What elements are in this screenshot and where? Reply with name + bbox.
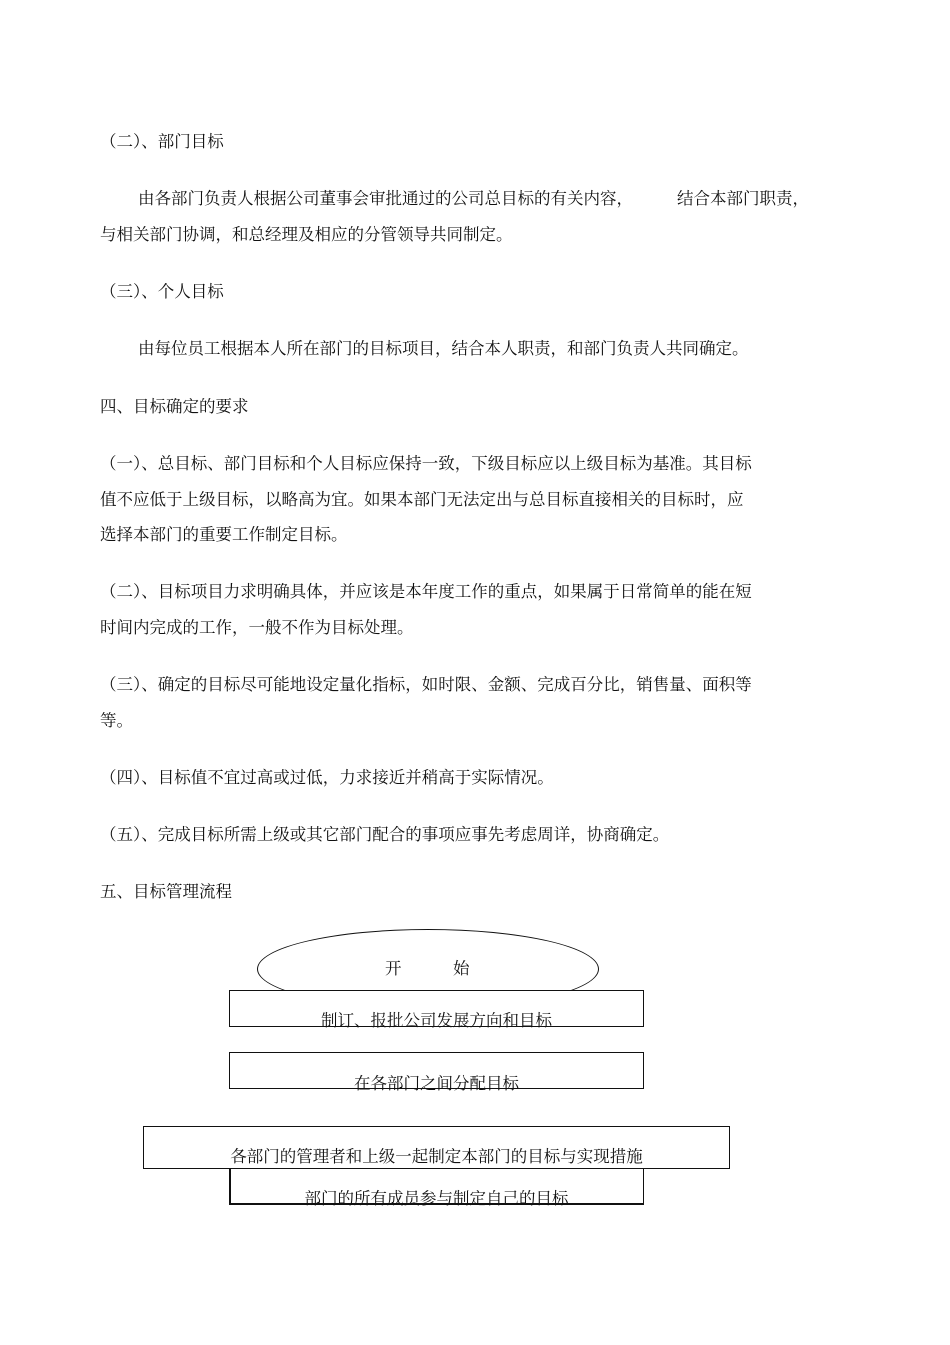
paragraph-line: 值不应低于上级目标，以略高为宜。如果本部门无法定出与总目标直接相关的目标时，应 (100, 490, 744, 509)
section-heading-personal-goal: （三）、个人目标 (100, 282, 224, 301)
paragraph-line: 选择本部门的重要工作制定目标。 (100, 525, 348, 544)
flow-step-label: 各部门的管理者和上级一起制定本部门的目标与实现措施 (230, 1147, 643, 1166)
flow-start-label-1: 开 (385, 959, 402, 978)
text-segment: 结合本部门职责， (677, 189, 809, 208)
section-heading-requirements: 四、目标确定的要求 (100, 397, 249, 416)
text-segment: 由各部门负责人根据公司董事会审批通过的公司总目标的有关内容， (138, 189, 633, 208)
paragraph-line (138, 188, 809, 210)
flow-start-label-2: 始 (453, 959, 470, 978)
paragraph-line: （五）、完成目标所需上级或其它部门配合的事项应事先考虑周详，协商确定。 (100, 825, 670, 844)
paragraph-line: 时间内完成的工作，一般不作为目标处理。 (100, 618, 414, 637)
flow-step-label: 制订、报批公司发展方向和目标 (321, 1011, 552, 1030)
paragraph-line: 与相关部门协调，和总经理及相应的分管领导共同制定。 (100, 225, 513, 244)
paragraph-line: （三）、确定的目标尽可能地设定量化指标，如时限、金额、完成百分比，销售量、面积等 (100, 675, 752, 694)
section-heading-flow: 五、目标管理流程 (100, 882, 232, 901)
section-heading-dept-goal: （二）、部门目标 (100, 132, 224, 151)
paragraph-line: 等。 (100, 711, 133, 730)
flow-step-label: 部门的所有成员参与制定自己的目标 (304, 1189, 569, 1208)
flow-step-label: 在各部门之间分配目标 (354, 1074, 519, 1093)
paragraph-line: （二）、目标项目力求明确具体，并应该是本年度工作的重点，如果属于日常简单的能在短 (100, 582, 752, 601)
paragraph-line: 由每位员工根据本人所在部门的目标项目，结合本人职责，和部门负责人共同确定。 (138, 339, 749, 358)
paragraph-line: （四）、目标值不宜过高或过低，力求接近并稍高于实际情况。 (100, 768, 554, 787)
paragraph-line: （一）、总目标、部门目标和个人目标应保持一致，下级目标应以上级目标为基准。其目标 (100, 454, 752, 473)
